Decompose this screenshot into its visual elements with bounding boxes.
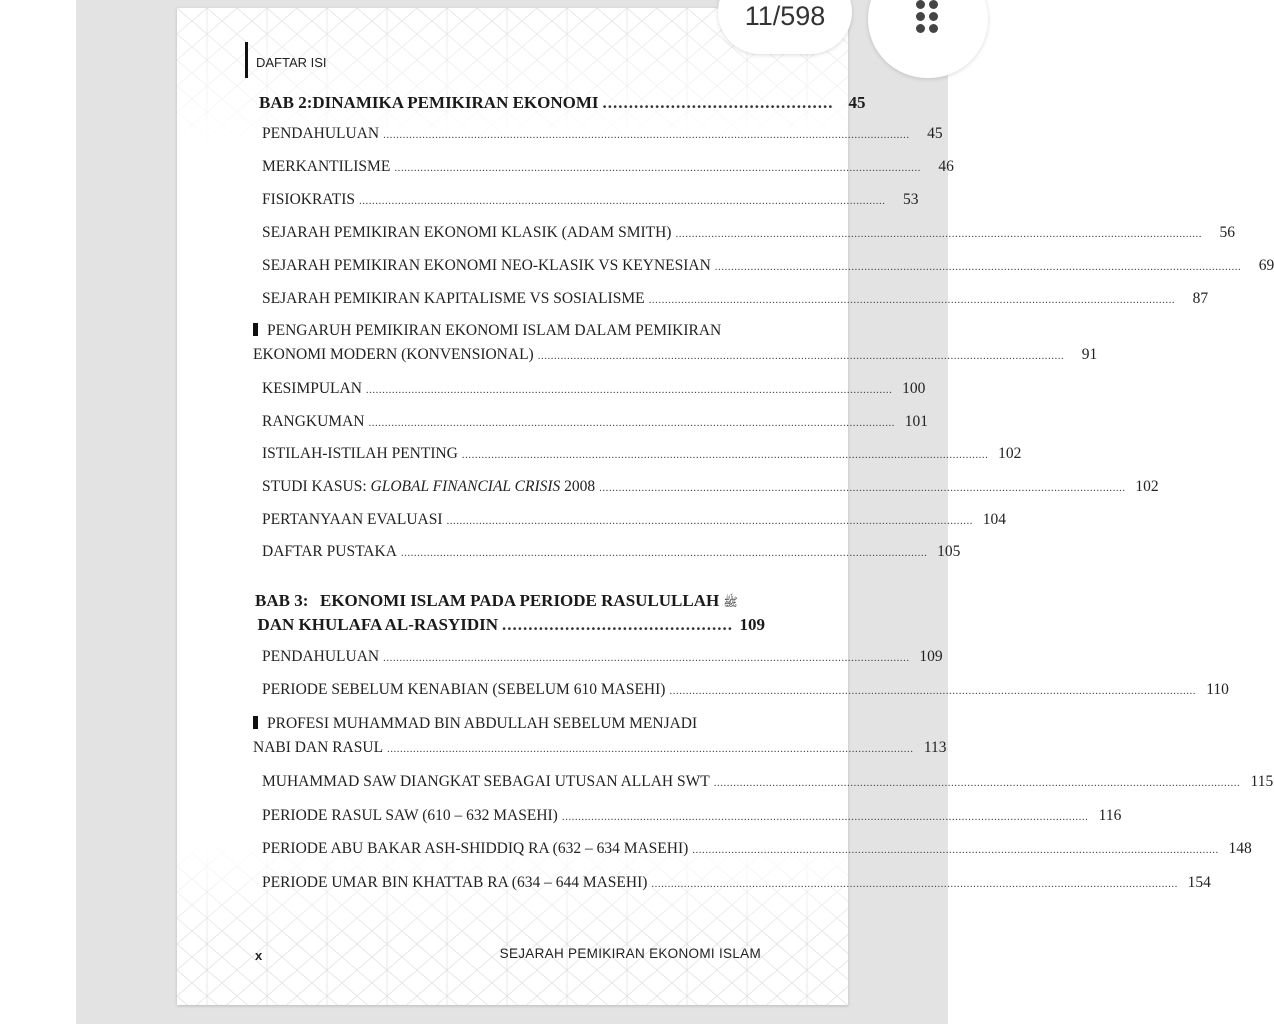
toc-entry-text: FISIOKRATIS <box>262 191 356 208</box>
chapter-label: BAB 2: <box>259 93 313 112</box>
toc-entry-text: MUHAMMAD SAW DIANGKAT SEBAGAI UTUSAN ALLAH SWT <box>262 773 710 790</box>
toc-entry-page: 53 <box>903 191 919 208</box>
toc-entry-text: PERIODE UMAR BIN KHATTAB RA (634 – 644 MASEHI) <box>262 874 648 891</box>
page-number-roman: x <box>255 948 263 963</box>
toc-entry[interactable]: PERIODE ABU BAKAR ASH-SHIDDIQ RA (632 – 634 MASEHI) .................................................................................................................................................................. 148 <box>262 840 1252 857</box>
chapter-title: EKONOMI ISLAM PADA PERIODE RASULULLAH <box>320 591 720 610</box>
toc-entry-page: 87 <box>1192 290 1209 307</box>
toc-entry[interactable]: FISIOKRATIS .................................................................................................................................................................. 53 <box>262 191 919 208</box>
chapter-page: 45 <box>848 93 866 112</box>
running-header: DAFTAR ISI <box>245 42 327 78</box>
toc-entry-text-italic: GLOBAL FINANCIAL CRISIS <box>370 478 561 495</box>
toc-entry-text: ISTILAH-ISTILAH PENTING <box>262 445 458 462</box>
toc-entry-text: PENGARUH PEMIKIRAN EKONOMI ISLAM DALAM PEMIKIRAN <box>267 322 722 339</box>
chapter-page: 109 <box>739 615 765 634</box>
toc-entry-page: 100 <box>902 380 926 397</box>
toc-entry[interactable]: SEJARAH PEMIKIRAN KAPITALISME VS SOSIALISME .................................................................................................................................................................. 87 <box>262 290 1209 307</box>
toc-entry[interactable]: PENDAHULUAN .................................................................................................................................................................. 109 <box>262 648 943 665</box>
toc-entry-text: PERTANYAAN EVALUASI <box>262 511 443 528</box>
toc-entry[interactable]: PERIODE SEBELUM KENABIAN (SEBELUM 610 MASEHI) .................................................................................................................................................................. 110 <box>262 681 1229 698</box>
toc-entry[interactable]: PROFESI MUHAMMAD BIN ABDULLAH SEBELUM MENJADI NABI DAN RASUL .................................................................................................................................................................. 113 <box>253 715 947 756</box>
toc-entry-text: SEJARAH PEMIKIRAN EKONOMI NEO-KLASIK VS KEYNESIAN <box>262 257 711 274</box>
toc-entry-text: DAFTAR PUSTAKA <box>262 543 397 560</box>
toc-entry-text: PERIODE ABU BAKAR ASH-SHIDDIQ RA (632 – 634 MASEHI) <box>262 840 689 857</box>
toc-entry-page: 154 <box>1187 874 1211 891</box>
saw-symbol: ﷺ <box>723 595 738 609</box>
toc-entry[interactable]: PENDAHULUAN .................................................................................................................................................................. 45 <box>262 125 943 142</box>
toc-entry-page: 110 <box>1206 681 1229 698</box>
toc-entry-page: 46 <box>938 158 954 175</box>
toc-entry-page: 101 <box>904 413 928 430</box>
toc-entry-text: PERIODE SEBELUM KENABIAN (SEBELUM 610 MASEHI) <box>262 681 666 698</box>
toc-entry[interactable]: PERIODE UMAR BIN KHATTAB RA (634 – 644 MASEHI) .................................................................................................................................................................. 154 <box>262 874 1211 891</box>
toc-entry-text: EKONOMI MODERN (KONVENSIONAL) <box>253 346 534 363</box>
chapter-title: DINAMIKA PEMIKIRAN EKONOMI <box>312 93 599 112</box>
toc-entry-page: 104 <box>982 511 1007 528</box>
running-footer: SEJARAH PEMIKIRAN EKONOMI ISLAM <box>499 946 761 961</box>
toc-entry[interactable]: SEJARAH PEMIKIRAN EKONOMI NEO-KLASIK VS KEYNESIAN .................................................................................................................................................................. 69 <box>262 257 1274 274</box>
toc-entry[interactable]: MERKANTILISME .................................................................................................................................................................. 46 <box>262 158 954 175</box>
toc-entry-text: KESIMPULAN <box>262 380 362 397</box>
toc-entry[interactable]: PERTANYAAN EVALUASI .................................................................................................................................................................. 104 <box>262 511 1007 528</box>
toc-entry[interactable]: STUDI KASUS: GLOBAL FINANCIAL CRISIS 2008 .................................................................................................................................................................. 102 <box>262 478 1159 495</box>
document-page <box>177 8 1274 1005</box>
toc-entry-text: STUDI KASUS: <box>262 478 367 495</box>
toc-entry[interactable]: PERIODE RASUL SAW (610 – 632 MASEHI) .................................................................................................................................................................. 116 <box>262 807 1122 824</box>
table-of-contents <box>177 8 1274 1005</box>
toc-entry-text: SEJARAH PEMIKIRAN KAPITALISME VS SOSIALISME <box>262 290 645 307</box>
toc-entry-text: PERIODE RASUL SAW (610 – 632 MASEHI) <box>262 807 558 824</box>
toc-entry-page: 113 <box>923 739 947 756</box>
toc-entry-text: PENDAHULUAN <box>262 648 380 665</box>
more-dots-icon[interactable] <box>916 0 946 36</box>
toc-entry-page: 105 <box>937 543 961 560</box>
toc-entry-page: 148 <box>1228 840 1252 857</box>
toc-entry[interactable]: MUHAMMAD SAW DIANGKAT SEBAGAI UTUSAN ALLAH SWT .................................................................................................................................................................. 115 <box>262 773 1274 790</box>
toc-entry[interactable]: RANGKUMAN .................................................................................................................................................................. 101 <box>262 413 928 430</box>
toc-entry-text: NABI DAN RASUL <box>253 739 384 756</box>
toc-entry-page: 109 <box>919 648 943 665</box>
chapter-heading[interactable]: BAB 2: DINAMIKA PEMIKIRAN EKONOMI ............................................ 45 <box>259 93 866 112</box>
toc-entry[interactable]: KESIMPULAN .................................................................................................................................................................. 100 <box>262 380 926 397</box>
toc-entry[interactable]: PENGARUH PEMIKIRAN EKONOMI ISLAM DALAM PEMIKIRAN EKONOMI MODERN (KONVENSIONAL) .................................................................................................................................................................. 91 <box>253 322 1098 363</box>
chapter-heading[interactable]: BAB 3: EKONOMI ISLAM PADA PERIODE RASULULLAH ﷺ DAN KHULAFA AL-RASYIDIN ............................................ 109 <box>255 591 765 634</box>
page-indicator[interactable]: 11/598 <box>718 0 852 54</box>
toc-entry[interactable]: ISTILAH-ISTILAH PENTING .................................................................................................................................................................. 102 <box>262 445 1022 462</box>
toc-entry-page: 102 <box>998 445 1022 462</box>
toc-entry-page: 69 <box>1258 257 1274 274</box>
toc-entry-page: 115 <box>1250 773 1274 790</box>
chapter-label: BAB 3: <box>255 591 309 610</box>
toc-entry-text: PROFESI MUHAMMAD BIN ABDULLAH SEBELUM MENJADI <box>267 715 698 732</box>
toc-entry-page: 56 <box>1219 224 1235 241</box>
toc-entry-text: PENDAHULUAN <box>262 125 380 142</box>
chapter-title: DAN KHULAFA AL-RASYIDIN <box>257 615 498 634</box>
toc-entry-text: 2008 <box>564 478 596 495</box>
toc-entry[interactable]: SEJARAH PEMIKIRAN EKONOMI KLASIK (ADAM SMITH) .................................................................................................................................................................. 56 <box>262 224 1235 241</box>
toc-entry-page: 91 <box>1081 346 1098 363</box>
toc-entry-text: RANGKUMAN <box>262 413 365 430</box>
toc-entry-page: 102 <box>1135 478 1159 495</box>
toc-entry-page: 116 <box>1098 807 1122 824</box>
toc-entry-text: MERKANTILISME <box>262 158 391 175</box>
toc-entry-page: 45 <box>927 125 943 142</box>
toc-entry-text: SEJARAH PEMIKIRAN EKONOMI KLASIK (ADAM SMITH) <box>262 224 672 241</box>
toc-entry[interactable]: DAFTAR PUSTAKA .................................................................................................................................................................. 105 <box>262 543 961 560</box>
